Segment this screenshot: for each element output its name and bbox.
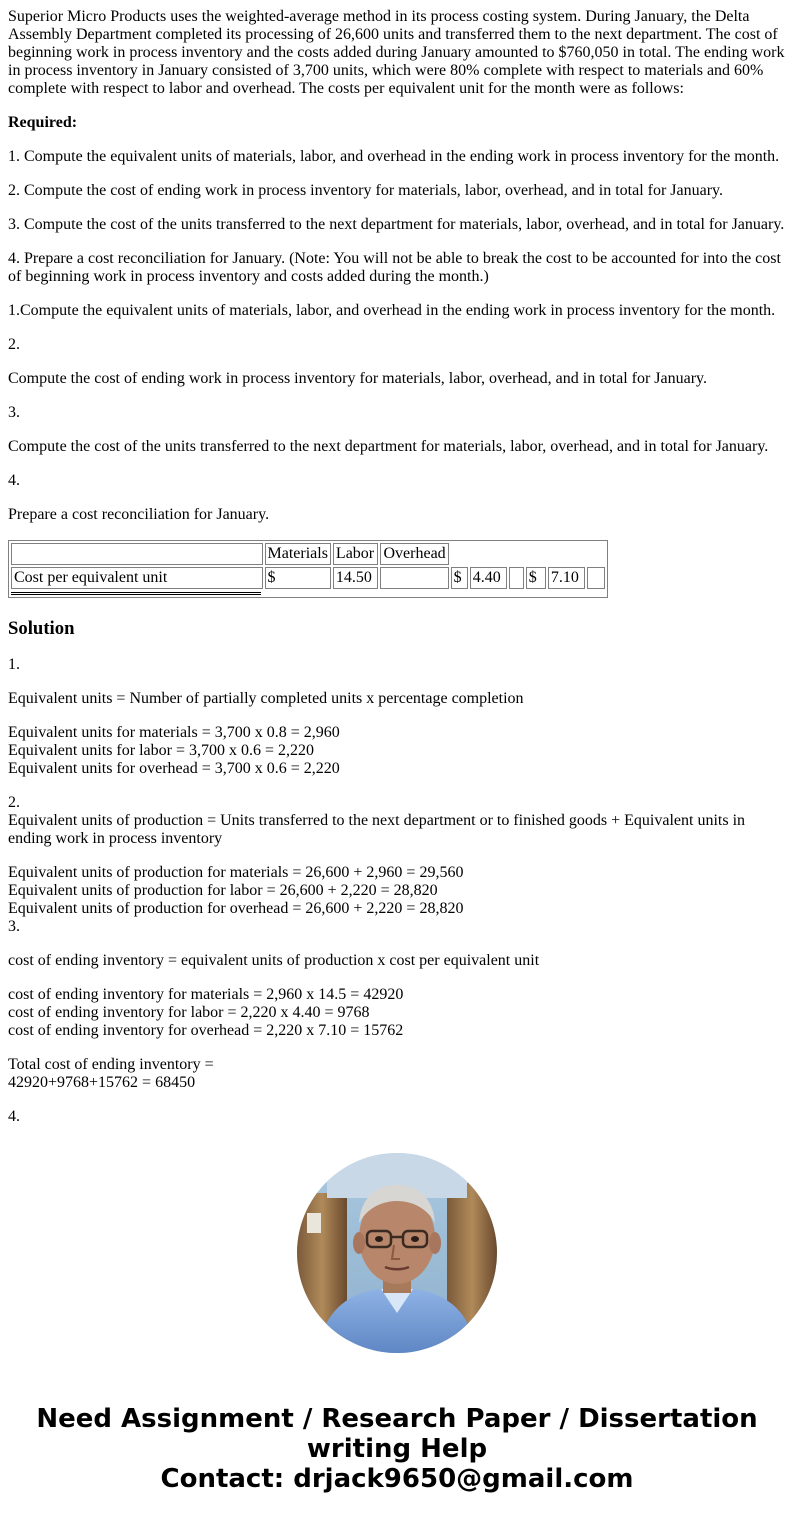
repeat-number-2: 2. — [8, 336, 20, 353]
solution-line: Equivalent units for materials = 3,700 x 0.8 = 2,960 — [8, 724, 340, 741]
materials-dollar: $ — [265, 567, 331, 589]
total-label: Total cost of ending inventory = — [8, 1056, 214, 1073]
repeat-number-4: 4. — [8, 472, 20, 489]
requirement-2: 2. Compute the cost of ending work in process inventory for materials, labor, overhead, and in total for January. — [8, 182, 724, 199]
avatar-photo — [297, 1153, 497, 1353]
promo-line-1: Need Assignment / Research Paper / Dissertation — [36, 1404, 758, 1434]
solution-1-formula: Equivalent units = Number of partially completed units x percentage completion — [8, 690, 524, 707]
solution-line: cost of ending inventory for overhead = 2,220 x 7.10 = 15762 — [8, 1022, 404, 1039]
header-blank-cell — [11, 543, 263, 565]
header-materials: Materials — [265, 543, 331, 565]
cost-table — [8, 540, 608, 598]
repeat-requirement-2: Compute the cost of ending work in process inventory for materials, labor, overhead, and in total for January. — [8, 370, 708, 387]
table-header-row — [11, 543, 605, 565]
repeat-requirement-4: Prepare a cost reconciliation for January. — [8, 506, 270, 523]
solution-1-lines — [8, 724, 786, 778]
solution-3-total — [8, 1056, 786, 1092]
solution-line: cost of ending inventory for labor = 2,220 x 4.40 = 9768 — [8, 1004, 370, 1021]
overhead-value: 7.10 — [548, 567, 585, 589]
required-heading: Required: — [8, 114, 78, 131]
requirement-3: 3. Compute the cost of the units transferred to the next department for materials, labor, overhead, and in total for January. — [8, 216, 785, 233]
solution-title: Solution — [8, 618, 75, 639]
empty-cell — [380, 567, 448, 589]
solution-3-number: 3. — [8, 918, 20, 935]
solution-2-formula: Equivalent units of production = Units transferred to the next department or to finished goods + Equivalent units in ending work in process inventory — [8, 812, 746, 847]
solution-line: Equivalent units for overhead = 3,700 x 0.6 = 2,220 — [8, 760, 340, 777]
total-value: 42920+9768+15762 = 68450 — [8, 1074, 196, 1091]
header-labor: Labor — [333, 543, 379, 565]
repeat-requirement-3: Compute the cost of the units transferred to the next department for materials, labor, overhead, and in total for January. — [8, 438, 769, 455]
solution-line: Equivalent units of production for labor = 26,600 + 2,220 = 28,820 — [8, 882, 438, 899]
repeat-number-3: 3. — [8, 404, 20, 421]
solution-line: Equivalent units of production for overhead = 26,600 + 2,220 = 28,820 — [8, 900, 464, 917]
table-row — [11, 567, 605, 589]
promo-banner — [0, 1404, 794, 1494]
solution-1-number: 1. — [8, 656, 20, 673]
overhead-dollar: $ — [526, 567, 546, 589]
solution-line: Equivalent units for labor = 3,700 x 0.6 = 2,220 — [8, 742, 315, 759]
solution-4-number: 4. — [8, 1108, 20, 1125]
solution-line: cost of ending inventory for materials = 2,960 x 14.5 = 42920 — [8, 986, 404, 1003]
labor-value: 4.40 — [470, 567, 507, 589]
double-underline-row — [11, 591, 605, 595]
promo-line-2: writing Help — [306, 1434, 488, 1464]
double-underline — [11, 591, 263, 595]
materials-value: 14.50 — [333, 567, 379, 589]
solution-line: Equivalent units of production for materials = 26,600 + 2,960 = 29,560 — [8, 864, 464, 881]
solution-2-lines — [8, 864, 786, 918]
solution-3-formula: cost of ending inventory = equivalent units of production x cost per equivalent unit — [8, 952, 540, 969]
header-overhead: Overhead — [380, 543, 448, 565]
requirement-4: 4. Prepare a cost reconciliation for January. (Note: You will not be able to break the cost to be accounted for into the cost of beginning work in process inventory and costs added during the month.) — [8, 250, 781, 285]
problem-intro: Superior Micro Products uses the weighted-average method in its process costing system. During January, the Delta Assembly Department completed its processing of 26,600 units and transferred them to the next department. The cost of beginning work in process inventory and the costs added during January amounted to $760,050 in total. The ending work in process inventory in January consisted of 3,700 units, which were 80% complete with respect to materials and 60% complete with respect to labor and overhead. The costs per equivalent unit for the month were as follows: — [8, 8, 785, 97]
solution-2-number: 2. — [8, 794, 20, 811]
solution-3-lines — [8, 986, 786, 1040]
author-avatar — [297, 1153, 497, 1353]
repeat-requirement-1: 1.Compute the equivalent units of materials, labor, and overhead in the ending work in process inventory for the month. — [8, 302, 776, 319]
row-label: Cost per equivalent unit — [11, 567, 263, 589]
requirement-1: 1. Compute the equivalent units of materials, labor, and overhead in the ending work in process inventory for the month. — [8, 148, 780, 165]
empty-cell — [509, 567, 524, 589]
promo-contact: Contact: drjack9650@gmail.com — [160, 1464, 634, 1494]
labor-dollar: $ — [451, 567, 468, 589]
empty-cell — [587, 567, 605, 589]
